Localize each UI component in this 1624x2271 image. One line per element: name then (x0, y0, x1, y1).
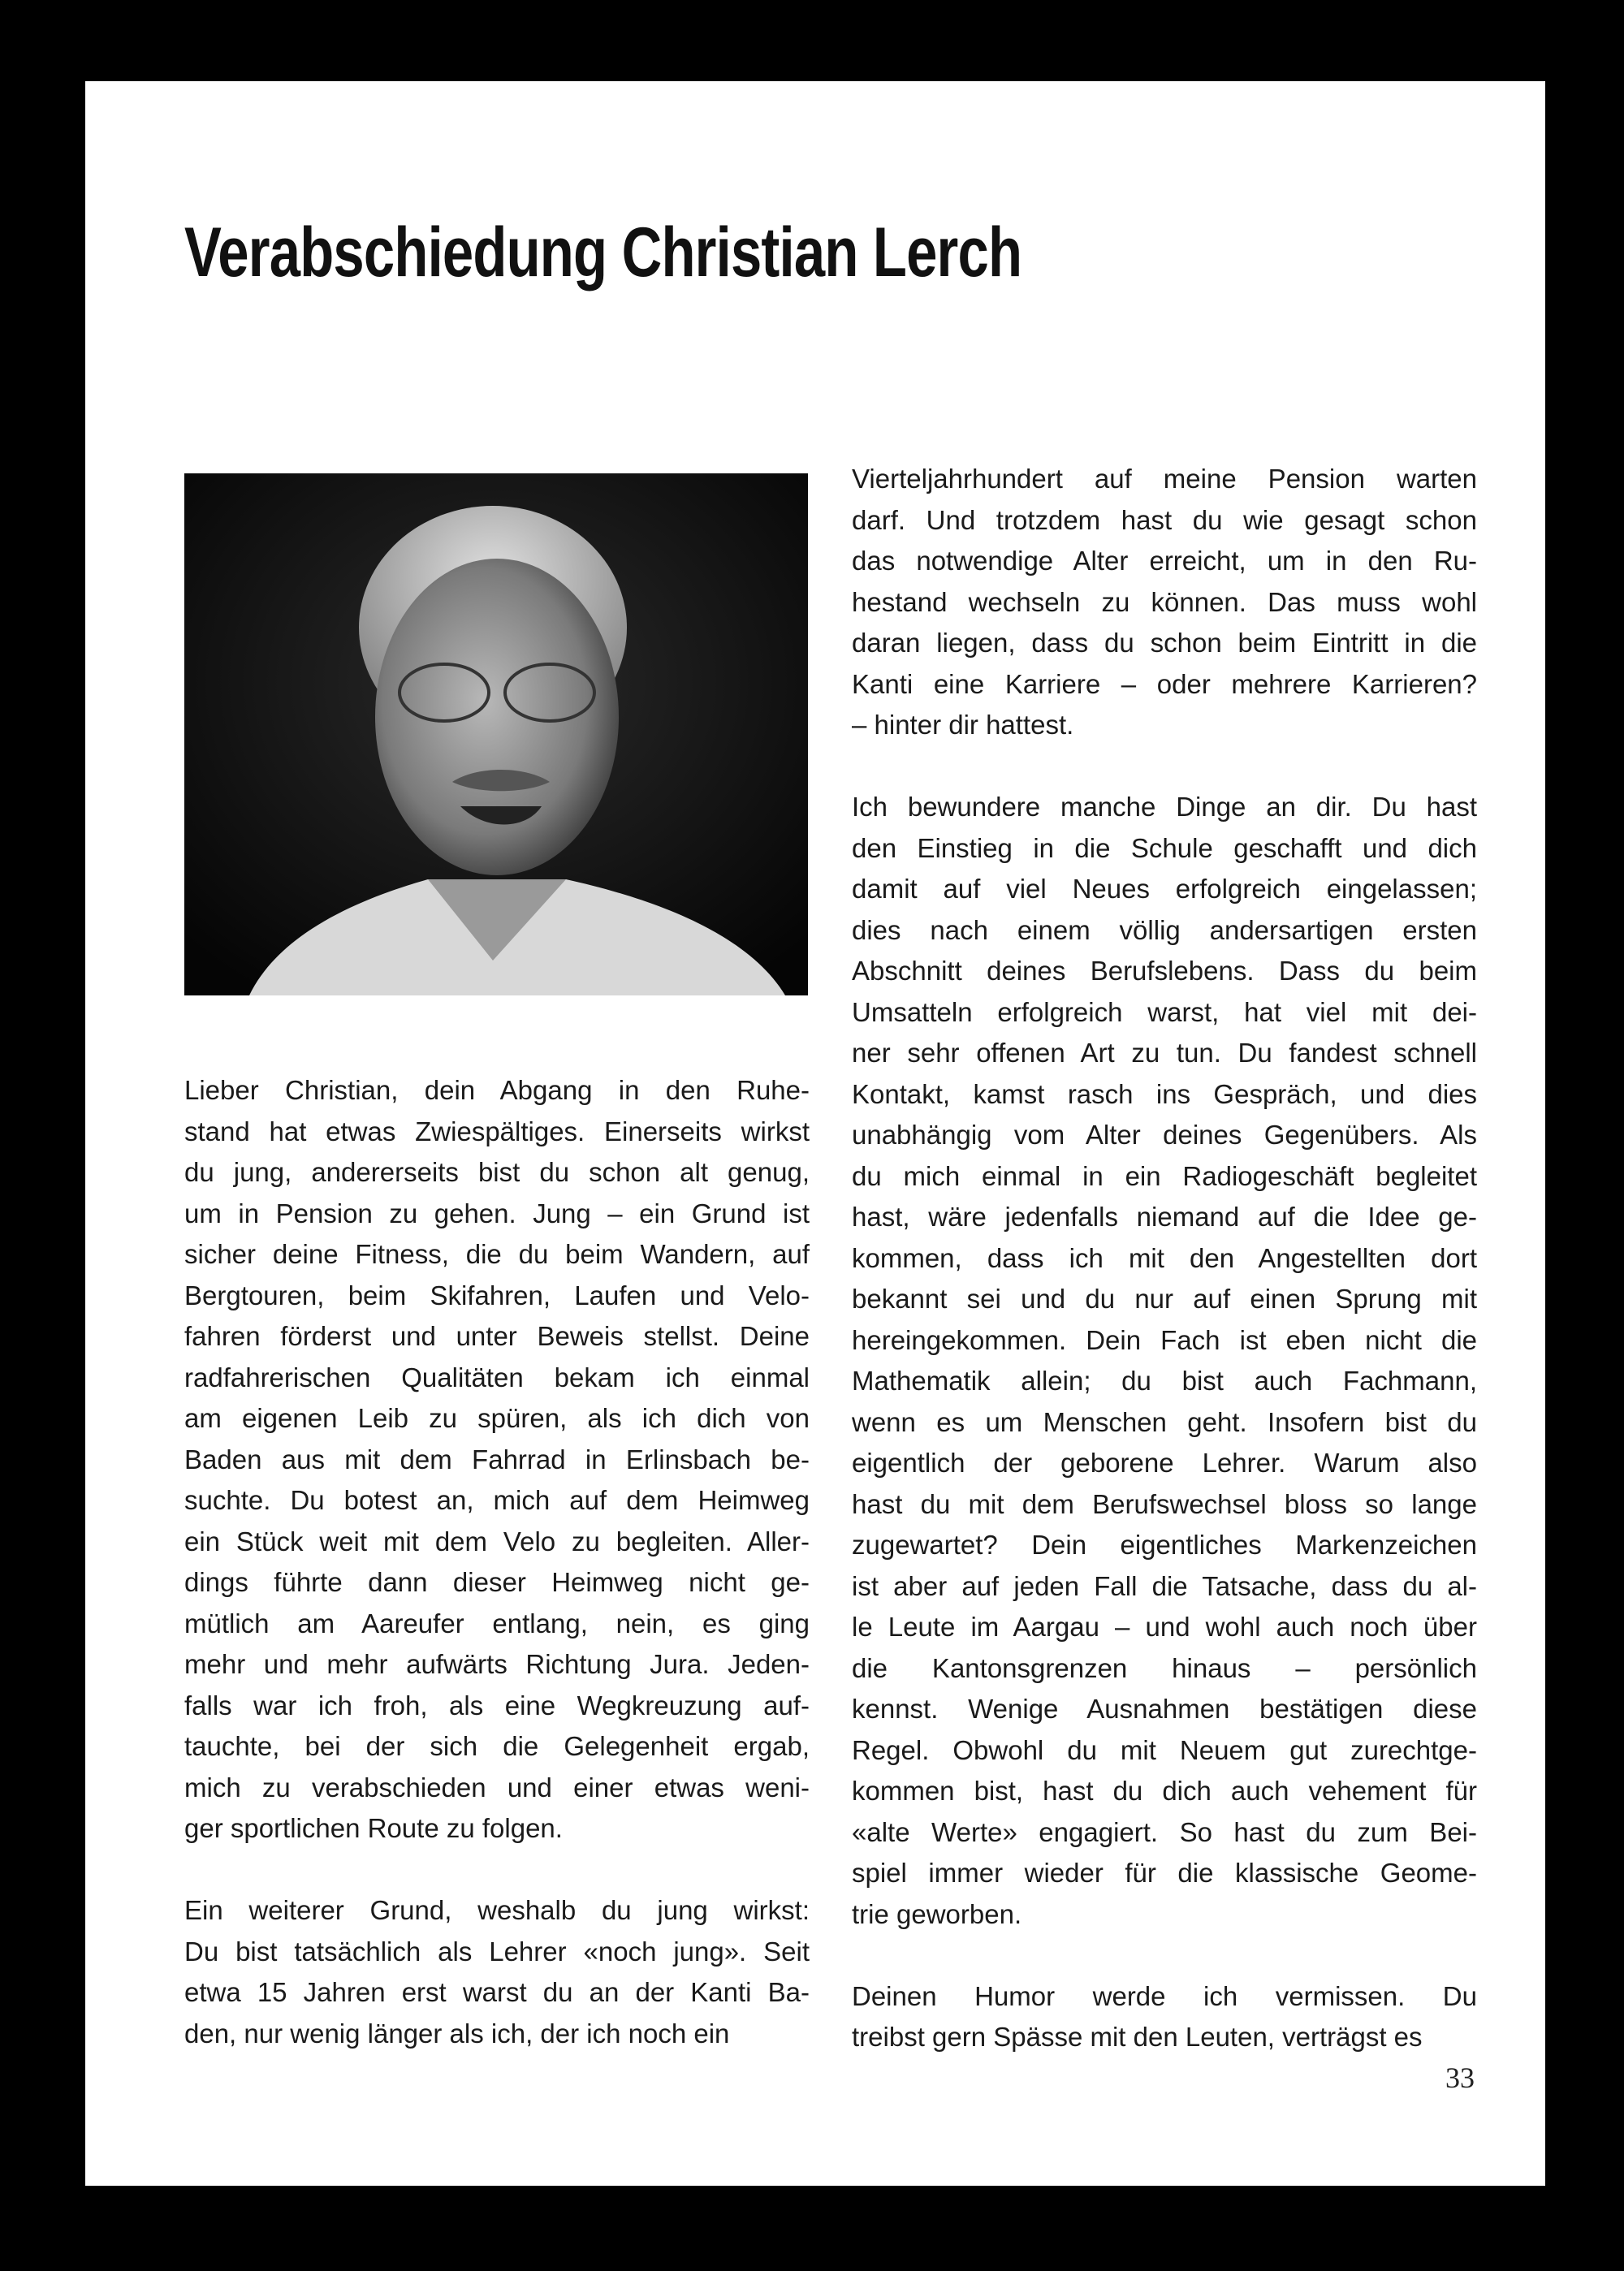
text-line: Lieber Christian, dein Abgang in den Ruhe- (184, 1075, 810, 1105)
text-line: mehr und mehr aufwärts Richtung Jura. Jeden- (184, 1649, 810, 1679)
text-line: Kanti eine Karriere – oder mehrere Karrieren? (852, 668, 1477, 699)
text-line: Kontakt, kamst rasch ins Gespräch, und dies (852, 1078, 1477, 1109)
text-line: «alte Werte» engagiert. So hast du zum Bei- (852, 1816, 1477, 1847)
text-line: ner sehr offenen Art zu tun. Du fandest schnell (852, 1038, 1477, 1068)
paragraph (852, 1976, 1477, 2058)
text-line: spiel immer wieder für die klassische Geome- (852, 1858, 1477, 1888)
text-line: Ich bewundere manche Dinge an dir. Du hast (852, 792, 1477, 822)
text-line: radfahrerischen Qualitäten bekam ich einmal (184, 1362, 810, 1392)
text-line: das notwendige Alter erreicht, um in den Ru- (852, 546, 1477, 576)
text-line: kommen, dass ich mit den Angestellten dort (852, 1242, 1477, 1273)
text-line: die Kantonsgrenzen hinaus – persönlich (852, 1652, 1477, 1683)
portrait-photo (184, 473, 808, 995)
text-line: Abschnitt deines Berufslebens. Dass du beim (852, 956, 1477, 986)
text-line: mich zu verabschieden und einer etwas weni- (184, 1772, 810, 1803)
text-line: le Leute im Aargau – und wohl auch noch über (852, 1612, 1477, 1642)
text-line: daran liegen, dass du schon beim Eintritt in die (852, 628, 1477, 658)
text-line: du jung, andererseits bist du schon alt genug, (184, 1157, 810, 1187)
page-number: 33 (1445, 2062, 1475, 2094)
text-line: mütlich am Aareufer entlang, nein, es ging (184, 1608, 810, 1638)
text-line: ger sportlichen Route zu folgen. (184, 1813, 563, 1843)
text-line: unabhängig vom Alter deines Gegenübers. Als (852, 1120, 1477, 1150)
text-line: hereingekommen. Dein Fach ist eben nicht die (852, 1324, 1477, 1355)
text-line: Deinen Humor werde ich vermissen. Du (852, 1980, 1477, 2011)
text-line: du mich einmal in ein Radiogeschäft begleitet (852, 1160, 1477, 1191)
text-line: hast du mit dem Berufswechsel bloss so lange (852, 1488, 1477, 1519)
text-line: ist aber auf jeden Fall die Tatsache, dass du al- (852, 1570, 1477, 1601)
paragraph (184, 1890, 810, 2054)
text-line: dings führte dann dieser Heimweg nicht ge- (184, 1567, 810, 1597)
text-line: Ein weiterer Grund, weshalb du jung wirkst: (184, 1895, 810, 1925)
text-line: eigentlich der geborene Lehrer. Warum also (852, 1448, 1477, 1478)
text-line: Baden aus mit dem Fahrrad in Erlinsbach be- (184, 1444, 810, 1474)
text-line: am eigenen Leib zu spüren, als ich dich von (184, 1403, 810, 1433)
text-line: hast, wäre jedenfalls niemand auf die Idee ge- (852, 1202, 1477, 1232)
text-line: dies nach einem völlig andersartigen ersten (852, 914, 1477, 945)
text-line: Vierteljahrhundert auf meine Pension warten (852, 464, 1477, 494)
paragraph (852, 459, 1477, 746)
text-line: hestand wechseln zu können. Das muss wohl (852, 586, 1477, 617)
text-line: den Einstieg in die Schule geschafft und dich (852, 832, 1477, 863)
text-line: Mathematik allein; du bist auch Fachmann, (852, 1366, 1477, 1396)
text-line: damit auf viel Neues erfolgreich eingelassen; (852, 874, 1477, 904)
text-line: Regel. Obwohl du mit Neuem gut zurechtge- (852, 1734, 1477, 1765)
text-line: trie geworben. (852, 1898, 1022, 1929)
text-line: wenn es um Menschen geht. Insofern bist du (852, 1406, 1477, 1437)
text-line: suchte. Du botest an, mich auf dem Heimweg (184, 1485, 810, 1515)
left-column (184, 1070, 810, 2096)
text-line: Du bist tatsächlich als Lehrer «noch jung». Seit (184, 1936, 810, 1967)
text-line: darf. Und trotzdem hast du wie gesagt schon (852, 504, 1477, 535)
text-line: etwa 15 Jahren erst warst du an der Kanti Ba- (184, 1977, 810, 2007)
text-line: Bergtouren, beim Skifahren, Laufen und Velo- (184, 1280, 810, 1310)
text-line: treibst gern Spässe mit den Leuten, verträgst es (852, 2022, 1423, 2052)
paragraph (184, 1070, 810, 1850)
text-line: – hinter dir hattest. (852, 710, 1074, 740)
text-line: ein Stück weit mit dem Velo zu begleiten. Aller- (184, 1526, 810, 1556)
article-title: Verabschiedung Christian Lerch (184, 214, 1022, 291)
text-line: tauchte, bei der sich die Gelegenheit ergab, (184, 1731, 810, 1761)
text-line: fahren förderst und unter Beweis stellst. Deine (184, 1321, 810, 1351)
text-line: Umsatteln erfolgreich warst, hat viel mit dei- (852, 996, 1477, 1027)
text-line: stand hat etwas Zwiespältiges. Einerseits wirkst (184, 1116, 810, 1146)
text-line: um in Pension zu gehen. Jung – ein Grund ist (184, 1198, 810, 1228)
text-line: falls war ich froh, als eine Wegkreuzung auf- (184, 1690, 810, 1721)
text-line: den, nur wenig länger als ich, der ich noch ein (184, 2018, 730, 2049)
text-line: sicher deine Fitness, die du beim Wandern, auf (184, 1239, 810, 1269)
text-line: zugewartet? Dein eigentliches Markenzeichen (852, 1530, 1477, 1560)
paragraph (852, 787, 1477, 1935)
right-column (852, 459, 1477, 2099)
text-line: kommen bist, hast du dich auch vehement für (852, 1776, 1477, 1806)
text-line: bekannt sei und du nur auf einen Sprung mit (852, 1284, 1477, 1314)
text-line: kennst. Wenige Ausnahmen bestätigen diese (852, 1694, 1477, 1724)
